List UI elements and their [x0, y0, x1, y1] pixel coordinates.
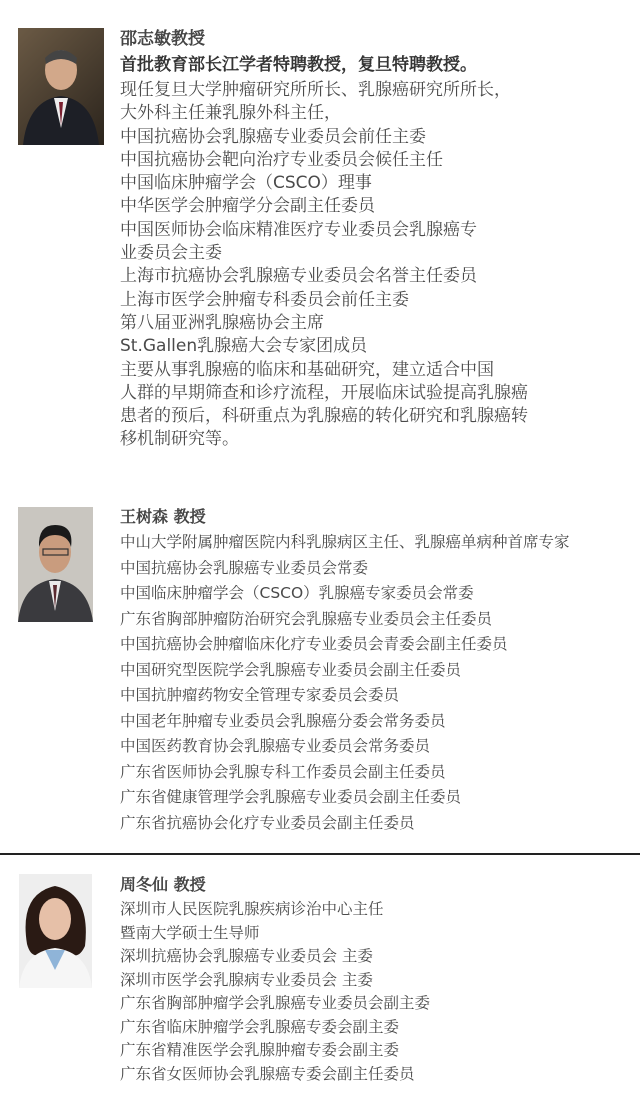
portrait-photo-zhou-dongxian	[19, 874, 92, 988]
profile-line: 中国医师协会临床精准医疗专业委员会乳腺癌专	[120, 219, 477, 240]
profile-line: 广东省抗癌协会化疗专业委员会副主任委员	[120, 813, 415, 832]
profile-line: 广东省健康管理学会乳腺癌专业委员会副主任委员	[120, 788, 462, 806]
profile-line: 广东省胸部肿瘤学会乳腺癌专业委员会副主委	[120, 994, 431, 1012]
profile-name: 邵志敏教授	[120, 29, 205, 49]
profile-line: 深圳市医学会乳腺病专业委员会 主委	[120, 970, 373, 989]
profile-line: 中国抗癌协会肿瘤临床化疗专业委员会青委会副主任委员	[120, 635, 508, 653]
profile-line: 中国研究型医院学会乳腺癌专业委员会副主任委员	[120, 660, 462, 679]
profile-line: 中国医药教育协会乳腺癌专业委员会常务委员	[120, 737, 431, 755]
section-divider	[0, 853, 640, 855]
profile-line: 广东省临床肿瘤学会乳腺癌专委会副主委	[120, 1017, 400, 1036]
profile-line: 大外科主任兼乳腺外科主任，	[120, 103, 341, 124]
profile-line: 深圳市人民医院乳腺疾病诊治中心主任	[120, 900, 384, 918]
profile-line: 中国抗肿瘤药物安全管理专家委员会委员	[120, 686, 400, 704]
profile-line: 上海市医学会肿瘤专科委员会前任主委	[120, 289, 409, 310]
profile-line: 中国抗癌协会乳腺癌专业委员会常委	[120, 558, 369, 577]
profile-line: 暨南大学硕士生导师	[120, 923, 260, 942]
profile-lead: 首批教育部长江学者特聘教授，复旦特聘教授。	[120, 55, 477, 75]
portrait-photo-shao-zhimin	[18, 28, 104, 145]
profile-line: 中国临床肿瘤学会（CSCO）乳腺癌专家委员会常委	[120, 584, 474, 602]
profile-name: 王树森 教授	[120, 507, 206, 526]
profile-lines	[120, 79, 528, 452]
profile-line: 广东省胸部肿瘤防治研究会乳腺癌专业委员会主任委员	[120, 609, 493, 628]
profile-line: 深圳抗癌协会乳腺癌专业委员会 主委	[120, 947, 373, 965]
profile-line: 广东省精准医学会乳腺肿瘤专委会副主委	[120, 1041, 400, 1059]
profile-line: 中国抗癌协会靶向治疗专业委员会候任主任	[120, 149, 443, 170]
profile-line: 中华医学会肿瘤学分会副主任委员	[120, 196, 375, 217]
profile-line: 业委员会主委	[120, 243, 222, 264]
profile-line: 中国抗癌协会乳腺癌专业委员会前任主委	[120, 126, 426, 147]
profile-name: 周冬仙 教授	[120, 875, 206, 894]
profile-zhou-dongxian	[120, 872, 430, 1086]
profile-line: 中国老年肿瘤专业委员会乳腺癌分委会常务委员	[120, 711, 446, 730]
profile-line: 上海市抗癌协会乳腺癌专业委员会名誉主任委员	[120, 266, 477, 287]
profile-line: 移机制研究等。	[120, 429, 239, 450]
profile-line: 第八届亚洲乳腺癌协会主席	[120, 312, 324, 333]
profile-line: St.Gallen乳腺癌大会专家团成员	[120, 336, 368, 357]
profile-line: 中国临床肿瘤学会（CSCO）理事	[120, 173, 372, 194]
portrait-photo-wang-shusen	[18, 507, 93, 622]
profile-line: 广东省女医师协会乳腺癌专委会副主任委员	[120, 1064, 415, 1083]
profile-shao-zhimin	[120, 26, 528, 452]
profile-line: 广东省医师协会乳腺专科工作委员会副主任委员	[120, 762, 446, 781]
profile-line: 患者的预后，科研重点为乳腺癌的转化研究和乳腺癌转	[120, 406, 528, 427]
profile-lines	[120, 530, 570, 836]
profile-lines	[120, 898, 430, 1086]
profile-line: 人群的早期筛查和诊疗流程，开展临床试验提高乳腺癌	[120, 382, 528, 403]
profile-wang-shusen	[120, 504, 570, 836]
profile-line: 中山大学附属肿瘤医院内科乳腺病区主任、乳腺癌单病种首席专家	[120, 533, 570, 551]
profile-line: 现任复旦大学肿瘤研究所所长、乳腺癌研究所所长，	[120, 80, 511, 100]
profile-line: 主要从事乳腺癌的临床和基础研究，建立适合中国	[120, 359, 494, 380]
